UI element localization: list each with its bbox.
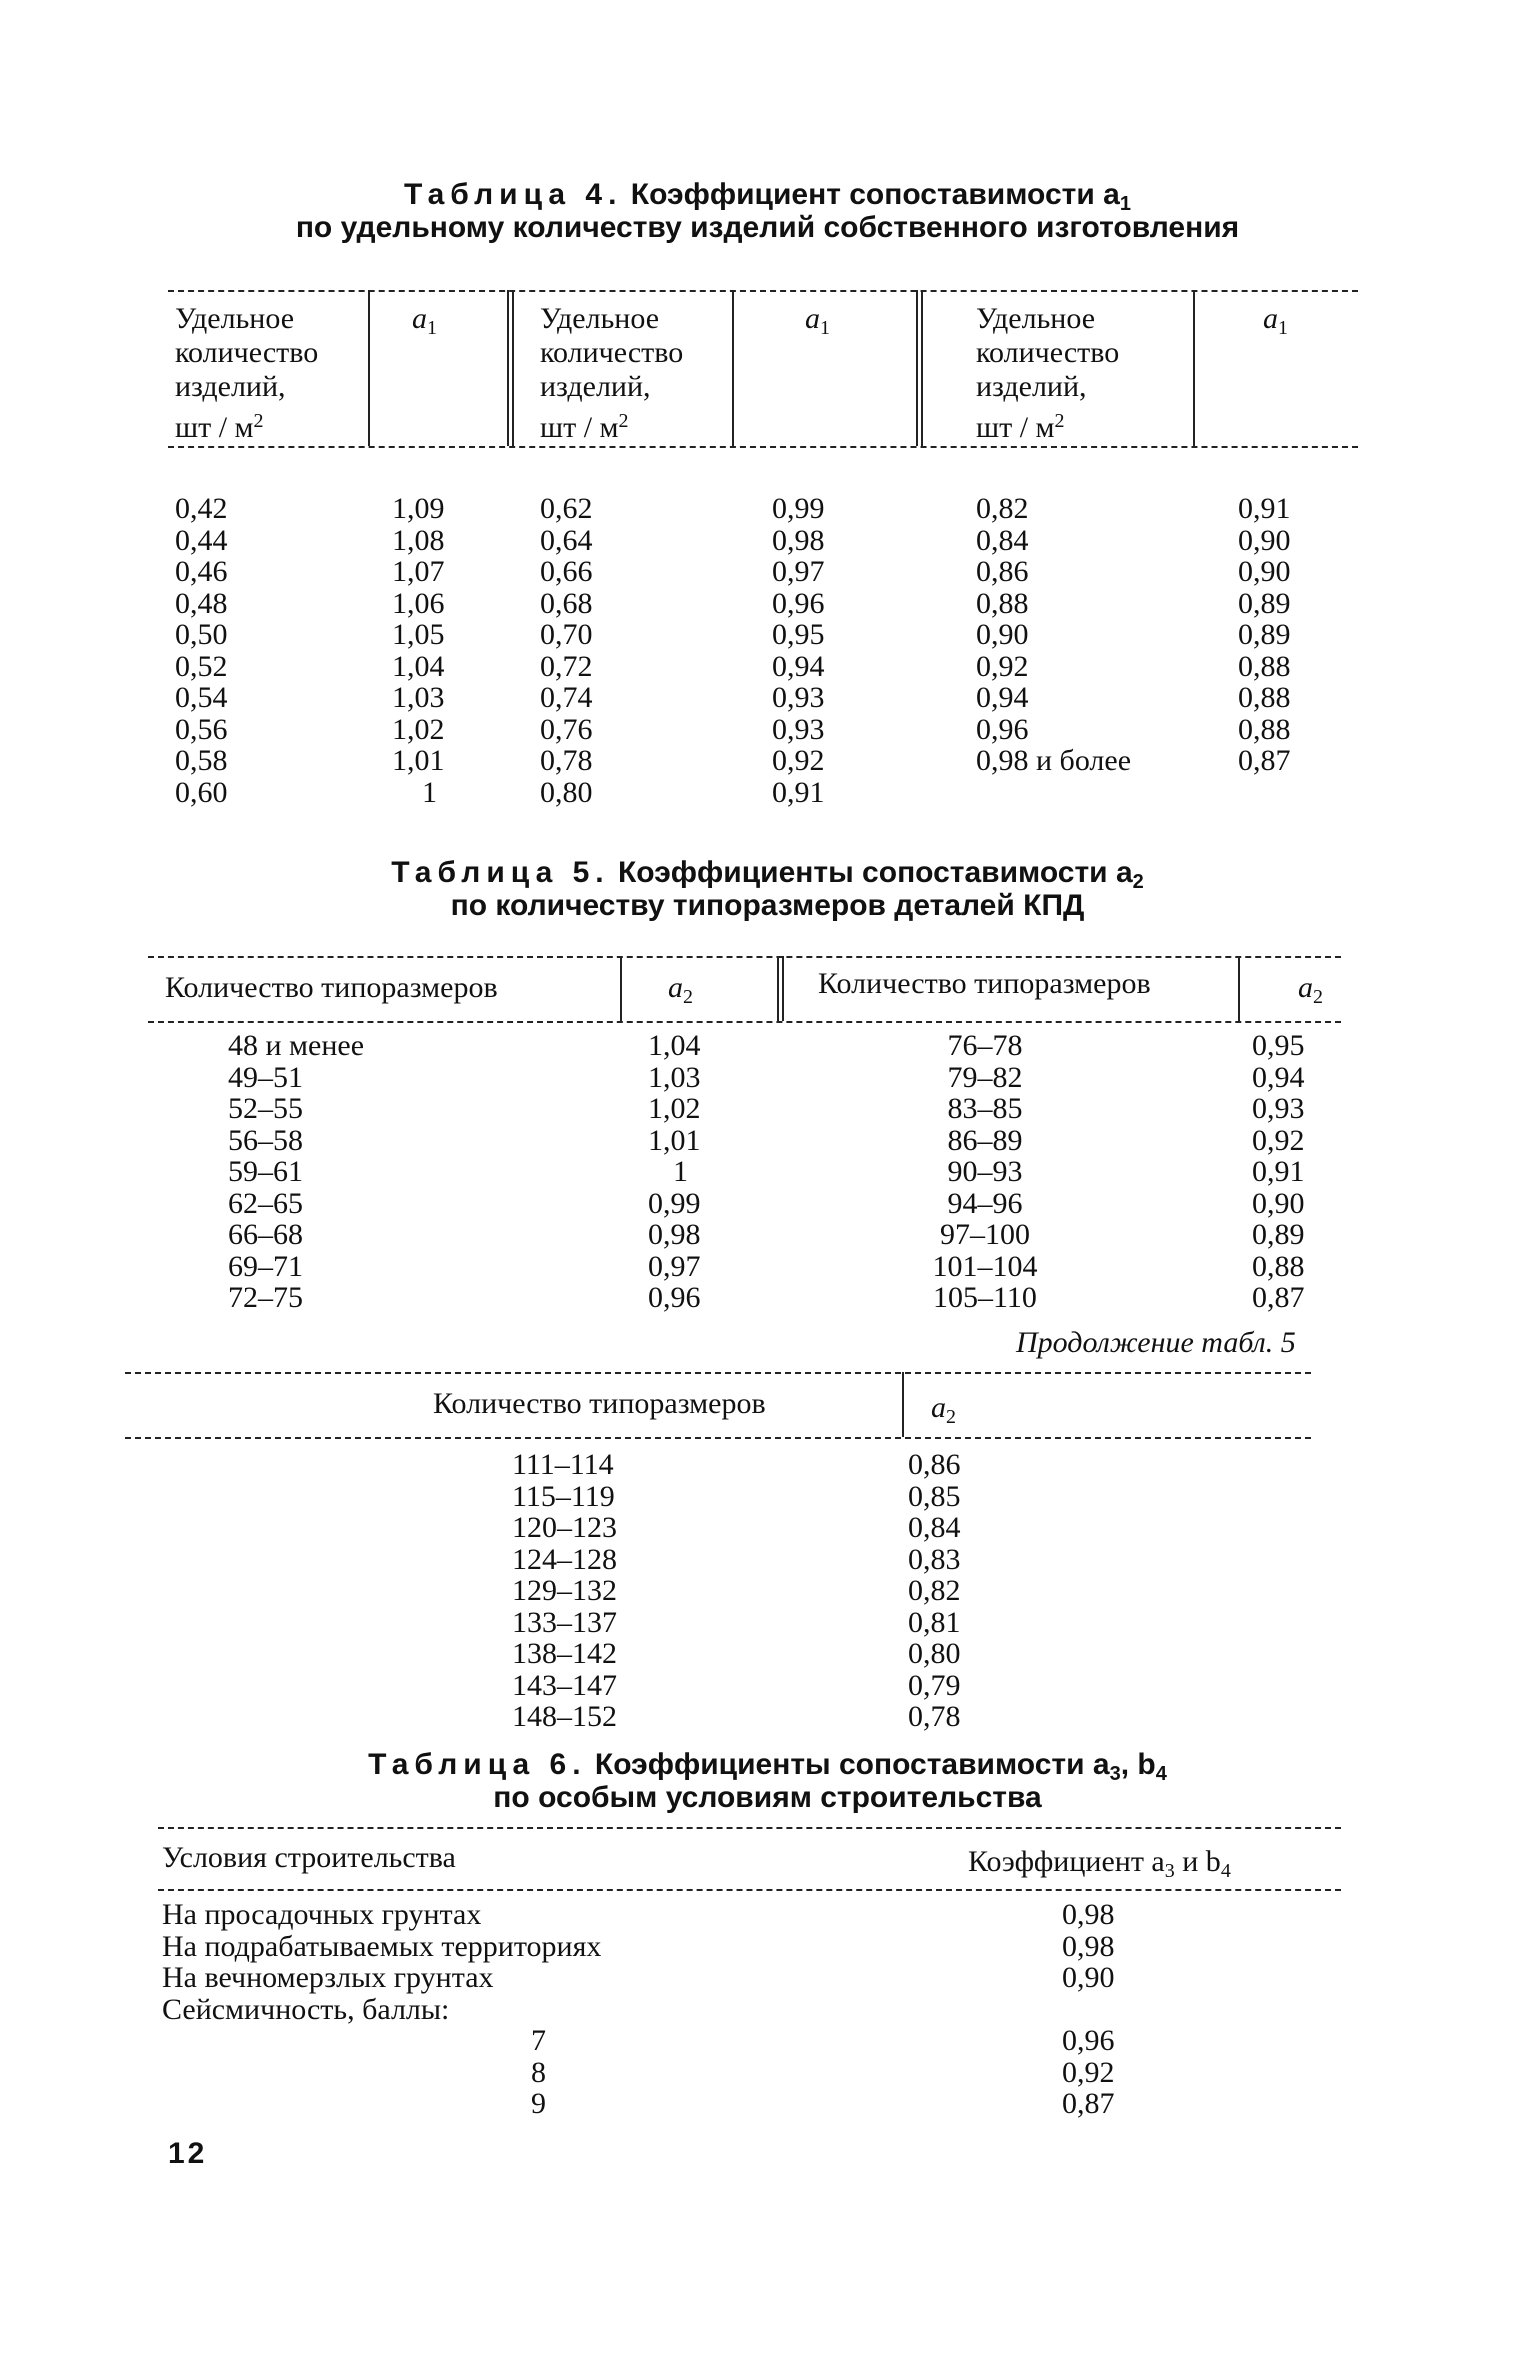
table-cell: 66–68 bbox=[228, 1218, 303, 1251]
table-cell: 79–82 bbox=[947, 1060, 1023, 1094]
table-cell: 62–65 bbox=[228, 1186, 303, 1220]
table4-top-rule bbox=[168, 290, 1358, 292]
table-cell: 1,02 bbox=[392, 712, 445, 746]
table6-header-conditions: Условия строительства bbox=[162, 1841, 456, 1874]
table5-cont-header-qty: Количество типоразмеров bbox=[433, 1387, 766, 1420]
table-cell: 0,98 и более bbox=[976, 744, 1132, 777]
table4-col2-a bbox=[772, 493, 825, 808]
table-cell: 148–152 bbox=[512, 1700, 617, 1733]
table-cell: 120–123 bbox=[512, 1511, 617, 1544]
table-cell: 0,98 bbox=[648, 1218, 701, 1251]
table4-vrule-3 bbox=[1193, 290, 1195, 446]
table-cell: 0,98 bbox=[772, 523, 825, 557]
table-cell: 0,91 bbox=[1238, 492, 1291, 525]
table5-header-qty-left: Количество типоразмеров bbox=[165, 971, 498, 1004]
table4-col1-a bbox=[392, 493, 445, 808]
table-cell: 0,46 bbox=[175, 555, 228, 588]
table-cell: 133–137 bbox=[512, 1605, 617, 1639]
table5-vrule-2 bbox=[1238, 956, 1240, 1021]
table-cell: 0,93 bbox=[772, 712, 825, 746]
table-cell: 0,97 bbox=[648, 1249, 701, 1283]
table-cell: 0,84 bbox=[908, 1511, 961, 1544]
table-cell: 0,66 bbox=[540, 555, 593, 588]
table4-header-rule bbox=[168, 446, 1358, 448]
table-cell: 0,70 bbox=[540, 618, 593, 651]
table-cell: 0,89 bbox=[1238, 618, 1291, 651]
table-cell: 0,94 bbox=[772, 649, 825, 683]
table-cell: 0,74 bbox=[540, 681, 593, 714]
table-cell: 0,86 bbox=[908, 1448, 961, 1481]
table-cell: 48 и менее bbox=[228, 1029, 365, 1062]
table5-header-qty-right: Количество типоразмеров bbox=[818, 967, 1151, 1000]
table-cell: На просадочных грунтах bbox=[162, 1898, 482, 1931]
table-cell bbox=[1062, 1994, 1115, 2026]
table-cell: 111–114 bbox=[512, 1448, 614, 1481]
table4-header-a-1: $a_1$ bbox=[412, 302, 437, 339]
table-cell: 0,92 bbox=[1252, 1123, 1305, 1157]
table-cell: 1,07 bbox=[392, 555, 445, 588]
table-cell: 0,44 bbox=[175, 523, 228, 557]
table-cell: 0,68 bbox=[540, 586, 593, 620]
table4-header-a-3: $a_1$ bbox=[1263, 302, 1288, 339]
table-cell: 0,91 bbox=[1252, 1155, 1305, 1188]
table-cell: 0,90 bbox=[1252, 1186, 1305, 1220]
table-cell: 0,88 bbox=[1252, 1249, 1305, 1283]
table-cell: 49–51 bbox=[228, 1060, 303, 1094]
table-cell: 0,92 bbox=[772, 744, 825, 777]
table-cell: 86–89 bbox=[947, 1123, 1023, 1157]
table-cell: 115–119 bbox=[512, 1479, 615, 1513]
table-cell: 0,88 bbox=[976, 586, 1029, 620]
table-cell: 129–132 bbox=[512, 1574, 617, 1607]
table-cell: 0,78 bbox=[540, 744, 593, 777]
table-cell: 0,52 bbox=[175, 649, 228, 683]
table-cell: 1,08 bbox=[392, 523, 445, 557]
table-cell: 69–71 bbox=[228, 1249, 303, 1283]
table-cell: 1,05 bbox=[392, 618, 445, 651]
table-cell: 0,96 bbox=[772, 586, 825, 620]
table-cell: 1 bbox=[673, 1155, 688, 1188]
table5-cont-header-rule bbox=[125, 1437, 1311, 1439]
table-cell: 0,90 bbox=[1062, 1961, 1115, 1994]
table-cell: 0,83 bbox=[908, 1542, 961, 1576]
table4-col1-qty bbox=[175, 493, 228, 808]
page-number: 12 bbox=[168, 2137, 208, 2170]
table-cell: 105–110 bbox=[933, 1281, 1037, 1314]
table-cell: 0,90 bbox=[976, 618, 1029, 651]
table-cell: 72–75 bbox=[228, 1281, 303, 1314]
table-cell: 1,01 bbox=[392, 744, 445, 777]
table6-header-coefficient: Коэффициент $a_3$ и $b_4$ bbox=[968, 1845, 1231, 1882]
table-cell: 83–85 bbox=[947, 1092, 1023, 1125]
table-cell: На вечномерзлых грунтах bbox=[162, 1961, 494, 1994]
table4-vrule-2 bbox=[732, 290, 734, 446]
table6-caption-line2: по особым условиям строительства bbox=[493, 1781, 1042, 1814]
table-cell: 0,98 bbox=[1062, 1929, 1115, 1963]
table5-header-rule bbox=[148, 1021, 1341, 1023]
table-cell: 0,78 bbox=[908, 1700, 961, 1733]
table-cell: 0,48 bbox=[175, 586, 228, 620]
table-cell: 0,87 bbox=[1238, 744, 1291, 777]
table-cell: 0,80 bbox=[908, 1637, 961, 1670]
table5-top-rule bbox=[148, 956, 1341, 958]
table-cell: 56–58 bbox=[228, 1123, 303, 1157]
table-cell: 97–100 bbox=[940, 1218, 1030, 1251]
table-cell: 0,99 bbox=[772, 492, 825, 525]
table-cell: 1,06 bbox=[392, 586, 445, 620]
table-cell: 94–96 bbox=[947, 1186, 1023, 1220]
table-cell: 0,88 bbox=[1238, 681, 1291, 714]
table4-header-qty-3: Удельное количество изделий, шт / $м^2$ bbox=[976, 302, 1120, 444]
table4-vrule-1 bbox=[368, 290, 370, 446]
table-cell: 0,94 bbox=[1252, 1060, 1305, 1094]
table-cell: 0,88 bbox=[1238, 712, 1291, 746]
table-cell: 0,82 bbox=[976, 492, 1029, 525]
table-cell: 0,90 bbox=[1238, 523, 1291, 557]
table-cell: 0,84 bbox=[976, 523, 1029, 557]
table-cell: 0,94 bbox=[976, 681, 1029, 714]
table4-dbl-rule-2 bbox=[916, 290, 923, 446]
table-cell: 0,58 bbox=[175, 744, 228, 777]
table-cell: 59–61 bbox=[228, 1155, 303, 1188]
table4-header-qty-2: Удельное количество изделий, шт / $м^2$ bbox=[540, 302, 684, 444]
table5-right-a bbox=[1252, 1030, 1305, 1314]
table-cell: 0,93 bbox=[772, 681, 825, 714]
table-cell: 52–55 bbox=[228, 1092, 303, 1125]
table4-header-qty-1: Удельное количество изделий, шт / $м^2$ bbox=[175, 302, 319, 444]
table-cell: 0,82 bbox=[908, 1574, 961, 1607]
table-cell: 0,96 bbox=[648, 1281, 701, 1314]
table-cell: 0,89 bbox=[1238, 586, 1291, 620]
table-cell: 0,80 bbox=[540, 775, 593, 809]
table-cell: 0,72 bbox=[540, 649, 593, 683]
table-cell: 0,54 bbox=[175, 681, 228, 714]
table5-cont-top-rule bbox=[125, 1372, 1311, 1374]
table-cell: 124–128 bbox=[512, 1542, 617, 1576]
table-cell: На подрабатываемых территориях bbox=[162, 1929, 602, 1963]
table-cell: 0,92 bbox=[1062, 2055, 1115, 2089]
table-cell: 0,87 bbox=[1062, 2087, 1115, 2120]
table-cell: 0,99 bbox=[648, 1186, 701, 1220]
table5-caption: Таблица 5. Коэффициенты сопоставимости $a_2$ bbox=[391, 856, 1144, 893]
table-cell: 1,03 bbox=[648, 1060, 701, 1094]
table-cell: 8 bbox=[531, 2055, 546, 2089]
table5-header-a-right: $a_2$ bbox=[1298, 971, 1323, 1008]
table4-col2-qty bbox=[540, 493, 593, 808]
table-cell: 0,89 bbox=[1252, 1218, 1305, 1251]
table4-dbl-rule-1 bbox=[507, 290, 514, 446]
table6-conditions bbox=[162, 1899, 601, 2120]
table-cell: 0,62 bbox=[540, 492, 593, 525]
table5-continuation-label: Продолжение табл. 5 bbox=[1016, 1326, 1296, 1359]
table5-left-qty bbox=[228, 1030, 364, 1314]
table-cell: 0,96 bbox=[1062, 2024, 1115, 2057]
table-cell: 0,50 bbox=[175, 618, 228, 651]
table5-vrule-1 bbox=[620, 956, 622, 1021]
table6-coefficients bbox=[1062, 1899, 1115, 2120]
table6-header-rule bbox=[158, 1889, 1341, 1891]
table-cell: 90–93 bbox=[947, 1155, 1023, 1188]
table5-cont-vrule bbox=[902, 1372, 904, 1437]
table-cell: 1,09 bbox=[392, 492, 445, 525]
table-cell: 1 bbox=[422, 775, 437, 809]
table-cell: 143–147 bbox=[512, 1668, 617, 1702]
table-cell: 0,96 bbox=[976, 712, 1029, 746]
table-cell: 0,95 bbox=[1252, 1029, 1305, 1062]
table-cell: 1,04 bbox=[648, 1029, 701, 1062]
table-cell: 0,76 bbox=[540, 712, 593, 746]
table-cell: 0,64 bbox=[540, 523, 593, 557]
table-cell: 0,81 bbox=[908, 1605, 961, 1639]
table-cell: 0,87 bbox=[1252, 1281, 1305, 1314]
table-cell: 138–142 bbox=[512, 1637, 617, 1670]
table4-col3-a bbox=[1238, 493, 1291, 777]
table6-top-rule bbox=[158, 1827, 1341, 1829]
table4-caption-line2: по удельному количеству изделий собственного изготовления bbox=[295, 211, 1240, 244]
table-cell: 76–78 bbox=[947, 1029, 1023, 1062]
table5-left-a bbox=[648, 1030, 701, 1314]
table-cell: 7 bbox=[531, 2024, 546, 2057]
table4-col3-qty bbox=[976, 493, 1131, 777]
table-cell: Сейсмичность, баллы: bbox=[162, 1992, 450, 2026]
table-cell: 1,03 bbox=[392, 681, 445, 714]
table-cell: 0,60 bbox=[175, 775, 228, 809]
table-cell: 0,95 bbox=[772, 618, 825, 651]
table-cell: 0,79 bbox=[908, 1668, 961, 1702]
table-cell: 0,98 bbox=[1062, 1898, 1115, 1931]
table5-cont-header-a: $a_2$ bbox=[931, 1391, 956, 1428]
table5-header-a-left: $a_2$ bbox=[668, 971, 693, 1008]
table-cell: 1,04 bbox=[392, 649, 445, 683]
table-cell: 1,02 bbox=[648, 1092, 701, 1125]
table-cell: 0,90 bbox=[1238, 555, 1291, 588]
table5-dbl-rule bbox=[777, 956, 784, 1021]
table4-header-a-2: $a_1$ bbox=[805, 302, 830, 339]
table5-cont-a bbox=[908, 1449, 961, 1733]
table5-cont-qty bbox=[512, 1449, 617, 1733]
table-cell: 0,97 bbox=[772, 555, 825, 588]
table6-caption: Таблица 6. Коэффициенты сопоставимости $a_3$, $b_4$ bbox=[368, 1748, 1167, 1785]
table-cell: 0,93 bbox=[1252, 1092, 1305, 1125]
table-cell: 0,88 bbox=[1238, 649, 1291, 683]
table5-caption-line2: по количеству типоразмеров деталей КПД bbox=[450, 889, 1085, 922]
table-cell: 0,42 bbox=[175, 492, 228, 525]
table-cell: 0,85 bbox=[908, 1479, 961, 1513]
table-cell: 0,86 bbox=[976, 555, 1029, 588]
table-cell: 1,01 bbox=[648, 1123, 701, 1157]
table-cell: 0,92 bbox=[976, 649, 1029, 683]
table5-right-qty bbox=[900, 1030, 1070, 1314]
table-cell: 0,91 bbox=[772, 775, 825, 809]
table4-caption: Таблица 4. Коэффициент сопоставимости $a_1$ bbox=[404, 178, 1131, 215]
table-cell: 101–104 bbox=[932, 1249, 1038, 1283]
table-cell: 9 bbox=[531, 2087, 546, 2120]
table-cell: 0,56 bbox=[175, 712, 228, 746]
